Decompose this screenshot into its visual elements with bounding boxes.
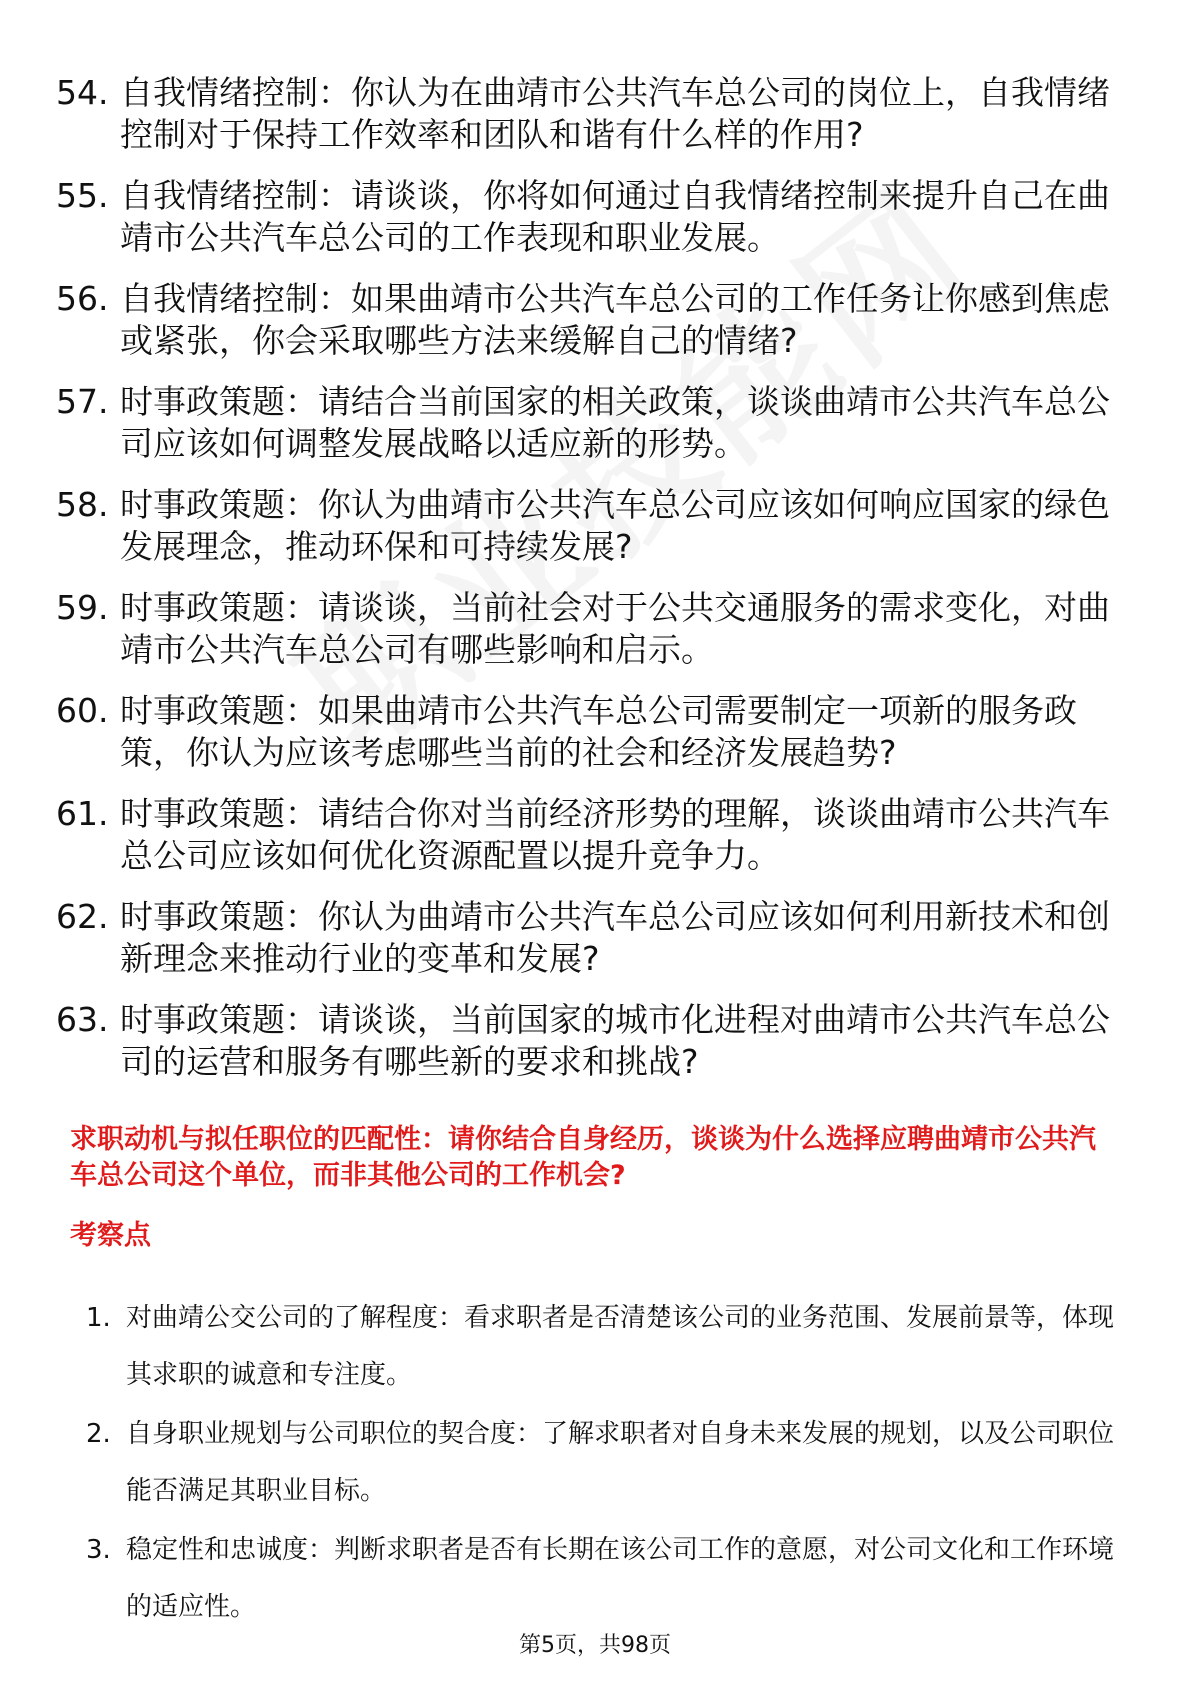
question-number: 55. [56, 176, 109, 215]
question-number: 57. [56, 382, 109, 421]
question-item [56, 587, 1126, 671]
question-text: 自我情绪控制：请谈谈，你将如何通过自我情绪控制来提升自己在曲靖市公共汽车总公司的工作表现和职业发展。 [120, 176, 1110, 257]
assessment-point [86, 1406, 1126, 1520]
question-text: 时事政策题：请结合当前国家的相关政策，谈谈曲靖市公共汽车总公司应该如何调整发展战略以适应新的形势。 [120, 382, 1110, 463]
question-number: 56. [56, 279, 109, 318]
question-item [56, 999, 1126, 1083]
point-number: 2. [86, 1419, 111, 1449]
question-number: 60. [56, 691, 109, 730]
question-item [56, 381, 1126, 465]
point-text: 稳定性和忠诚度：判断求职者是否有长期在该公司工作的意愿，对公司文化和工作环境的适应性。 [126, 1535, 1115, 1622]
question-item [56, 793, 1126, 877]
question-number: 58. [56, 485, 109, 524]
question-number: 59. [56, 588, 109, 627]
question-text: 自我情绪控制：你认为在曲靖市公共汽车总公司的岗位上，自我情绪控制对于保持工作效率和团队和谐有什么样的作用? [120, 73, 1110, 154]
highlighted-question: 求职动机与拟任职位的匹配性：请你结合自身经历，谈谈为什么选择应聘曲靖市公共汽车总公司这个单位，而非其他公司的工作机会? [70, 1124, 1096, 1191]
point-text: 自身职业规划与公司职位的契合度：了解求职者对自身未来发展的规划，以及公司职位能否满足其职业目标。 [126, 1419, 1115, 1506]
assessment-points-list [86, 1290, 1126, 1638]
point-number: 1. [86, 1303, 111, 1333]
point-number: 3. [86, 1535, 111, 1565]
question-number: 62. [56, 897, 109, 936]
section-title: 考察点 [70, 1220, 151, 1251]
question-text: 自我情绪控制：如果曲靖市公共汽车总公司的工作任务让你感到焦虑或紧张，你会采取哪些方法来缓解自己的情绪? [120, 279, 1110, 360]
question-number: 54. [56, 73, 109, 112]
question-text: 时事政策题：请结合你对当前经济形势的理解，谈谈曲靖市公共汽车总公司应该如何优化资源配置以提升竞争力。 [120, 794, 1110, 875]
question-text: 时事政策题：你认为曲靖市公共汽车总公司应该如何响应国家的绿色发展理念，推动环保和可持续发展? [120, 485, 1110, 566]
question-number: 63. [56, 1000, 109, 1039]
page-footer: 第5页，共98页 [519, 1633, 671, 1658]
question-text: 时事政策题：请谈谈，当前社会对于公共交通服务的需求变化，对曲靖市公共汽车总公司有哪些影响和启示。 [120, 588, 1110, 669]
question-number: 61. [56, 794, 109, 833]
point-text: 对曲靖公交公司的了解程度：看求职者是否清楚该公司的业务范围、发展前景等，体现其求职的诚意和专注度。 [126, 1303, 1115, 1390]
assessment-point [86, 1290, 1126, 1404]
question-text: 时事政策题：你认为曲靖市公共汽车总公司应该如何利用新技术和创新理念来推动行业的变革和发展? [120, 897, 1110, 978]
question-item [56, 175, 1126, 259]
question-item [56, 484, 1126, 568]
question-item [56, 72, 1126, 156]
assessment-point [86, 1522, 1126, 1636]
question-item [56, 690, 1126, 774]
question-item [56, 896, 1126, 980]
question-list [56, 72, 1126, 1102]
question-text: 时事政策题：请谈谈，当前国家的城市化进程对曲靖市公共汽车总公司的运营和服务有哪些新的要求和挑战? [120, 1000, 1110, 1081]
question-text: 时事政策题：如果曲靖市公共汽车总公司需要制定一项新的服务政策，你认为应该考虑哪些当前的社会和经济发展趋势? [120, 691, 1077, 772]
question-item [56, 278, 1126, 362]
